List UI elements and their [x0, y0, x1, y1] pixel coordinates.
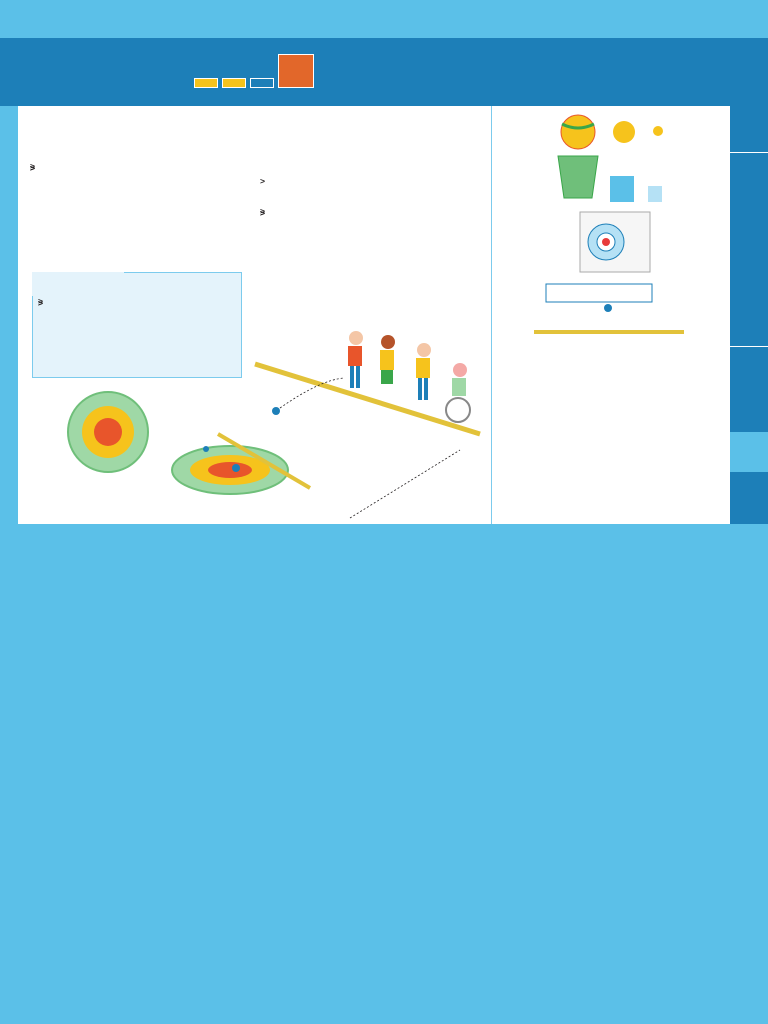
- strip-physical-literacy: [730, 114, 768, 150]
- top-bar: [0, 0, 768, 38]
- strip-achpe: [730, 432, 768, 472]
- setting-up-list: [260, 176, 480, 178]
- equipment-illustration: [520, 112, 720, 342]
- scoring-list: [38, 296, 238, 298]
- side-strip: [730, 106, 768, 524]
- title-banner: [0, 38, 768, 106]
- skill-development-badge: [278, 54, 314, 88]
- year-level-box: [250, 78, 274, 88]
- year-level-box: [194, 78, 218, 88]
- scoring-header: [32, 272, 124, 296]
- playing-list: [260, 206, 480, 208]
- divider: [491, 106, 492, 524]
- sporting-schools-logo: [680, 6, 736, 34]
- children-figures: [348, 331, 470, 422]
- target-rings-illustration: [60, 388, 160, 498]
- year-level-box: [222, 78, 246, 88]
- throwing-area-illustration: [160, 300, 490, 520]
- what-you-need-list: [30, 161, 240, 163]
